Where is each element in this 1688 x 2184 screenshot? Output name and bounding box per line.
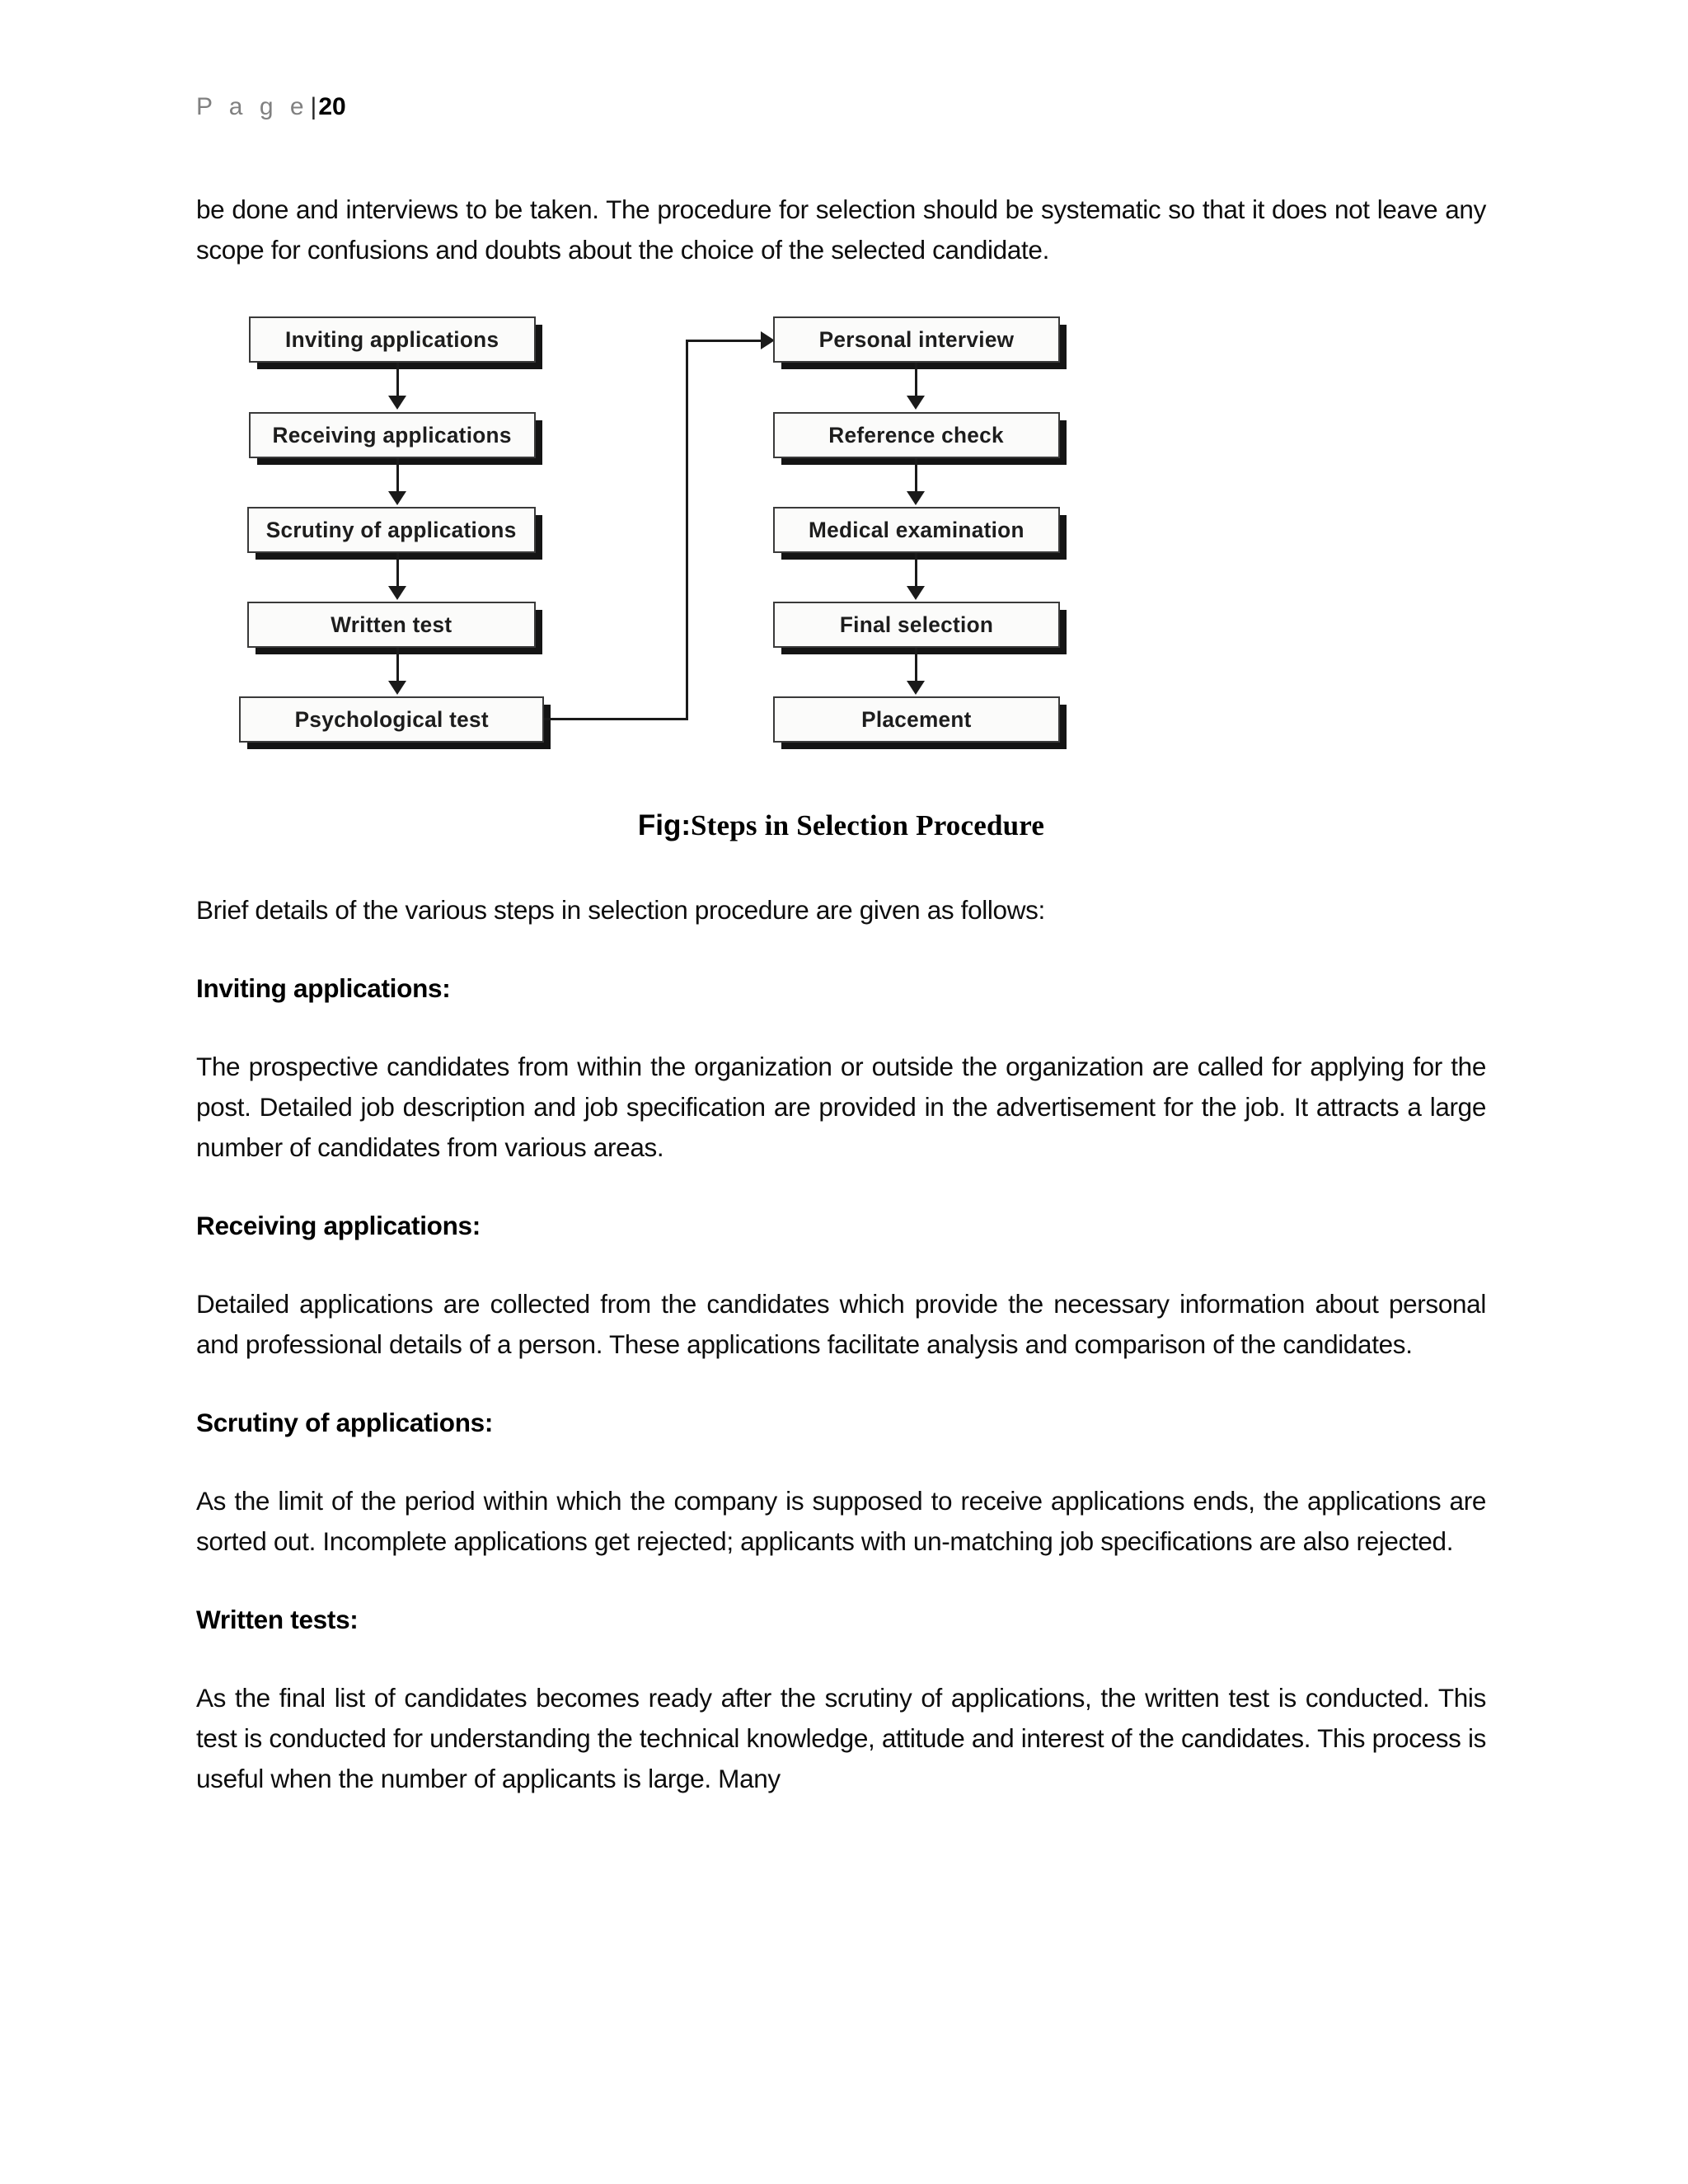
flow-arrowhead-left-1	[388, 396, 406, 410]
flow-connector-right-4	[915, 648, 917, 684]
flow-box-label: Reference check	[828, 422, 1005, 448]
flow-box-written-test	[247, 602, 536, 648]
paragraph-intro: be done and interviews to be taken. The procedure for selection should be systematic so that it does not leave any scope for confusions and doubts about the choice of the selected candidate.	[196, 194, 1486, 265]
flow-box-label: Psychological test	[294, 706, 489, 732]
figure-caption	[196, 809, 1486, 842]
figure-title: Steps in Selection Procedure	[691, 809, 1045, 841]
flow-box-label: Final selection	[839, 612, 994, 637]
selection-procedure-flowchart	[196, 307, 1193, 776]
spacer	[196, 1009, 1486, 1047]
flow-connector-right-2	[915, 458, 917, 494]
flow-box-inviting-applications	[249, 316, 536, 363]
spacer	[196, 1640, 1486, 1678]
spacer	[196, 930, 1486, 968]
flow-box-medical-examination	[773, 507, 1060, 553]
spacer	[196, 1246, 1486, 1284]
flow-arrowhead-right-3	[907, 586, 925, 600]
flow-box-label: Medical examination	[809, 517, 1025, 542]
flow-box-psychological-test	[239, 696, 544, 743]
heading-inviting-applications: Inviting applications:	[196, 973, 451, 1003]
paragraph-inviting-applications: The prospective candidates from within the organization or outside the organization are called for applying for the post. Detailed job description and job specification are provided in the advertisement for the job. It attracts a large number of candidates from various areas.	[196, 1052, 1486, 1162]
paragraph-brief-details: Brief details of the various steps in selection procedure are given as follows:	[196, 895, 1045, 925]
flow-crossover-horizontal-bottom	[544, 718, 688, 720]
flow-box-label: Scrutiny of applications	[266, 517, 517, 542]
flow-arrowhead-left-3	[388, 586, 406, 600]
flow-connector-right-1	[915, 363, 917, 399]
header-page-number: 20	[318, 93, 346, 120]
paragraph-scrutiny-of-applications: As the limit of the period within which the company is supposed to receive applications ends, the applications are sorted out. Incomplete applications get rejected; applicants with un-matching job specifications are also rejected.	[196, 1486, 1486, 1556]
paragraph-receiving-applications: Detailed applications are collected from the candidates which provide the necessary information about personal and professional details of a person. These applications facilitate analysis and comparison of the candidates.	[196, 1289, 1486, 1359]
flow-box-label: Personal interview	[818, 326, 1015, 352]
header-separator: |	[310, 93, 317, 120]
flow-box-final-selection	[773, 602, 1060, 648]
spacer	[196, 1562, 1486, 1600]
flow-arrowhead-left-2	[388, 491, 406, 505]
flow-arrowhead-left-4	[388, 681, 406, 695]
flow-crossover-vertical	[686, 340, 688, 720]
running-header	[196, 93, 346, 121]
spacer	[196, 1168, 1486, 1206]
flow-box-label: Inviting applications	[285, 326, 499, 352]
flow-connector-left-4	[396, 648, 399, 684]
figure-label: Fig:	[637, 809, 691, 841]
flow-connector-left-1	[396, 363, 399, 399]
flow-box-scrutiny-of-applications	[247, 507, 536, 553]
flow-arrowhead-right-4	[907, 681, 925, 695]
body-content	[196, 890, 1486, 1799]
flow-box-label: Placement	[861, 706, 972, 732]
spacer	[196, 1443, 1486, 1481]
flow-connector-left-3	[396, 553, 399, 589]
spacer	[196, 1365, 1486, 1403]
flow-connector-right-3	[915, 553, 917, 589]
heading-written-tests: Written tests:	[196, 1605, 359, 1634]
flow-box-label: Written test	[331, 612, 452, 637]
flow-arrowhead-right-2	[907, 491, 925, 505]
flow-crossover-horizontal-top	[686, 340, 763, 342]
heading-receiving-applications: Receiving applications:	[196, 1211, 481, 1240]
paragraph-written-tests: As the final list of candidates becomes ready after the scrutiny of applications, the written test is conducted. This test is conducted for understanding the technical knowledge, attitude and interest of the candidates. This process is useful when the number of applicants is large. Many	[196, 1683, 1486, 1793]
flow-arrowhead-right-1	[907, 396, 925, 410]
intro-block	[196, 190, 1486, 270]
flow-box-label: Receiving applications	[272, 422, 513, 448]
flow-box-personal-interview	[773, 316, 1060, 363]
heading-scrutiny-of-applications: Scrutiny of applications:	[196, 1408, 494, 1437]
flow-box-reference-check	[773, 412, 1060, 458]
flow-connector-left-2	[396, 458, 399, 494]
flow-box-placement	[773, 696, 1060, 743]
header-page-word: P a g e	[196, 93, 309, 120]
flow-box-receiving-applications	[249, 412, 536, 458]
